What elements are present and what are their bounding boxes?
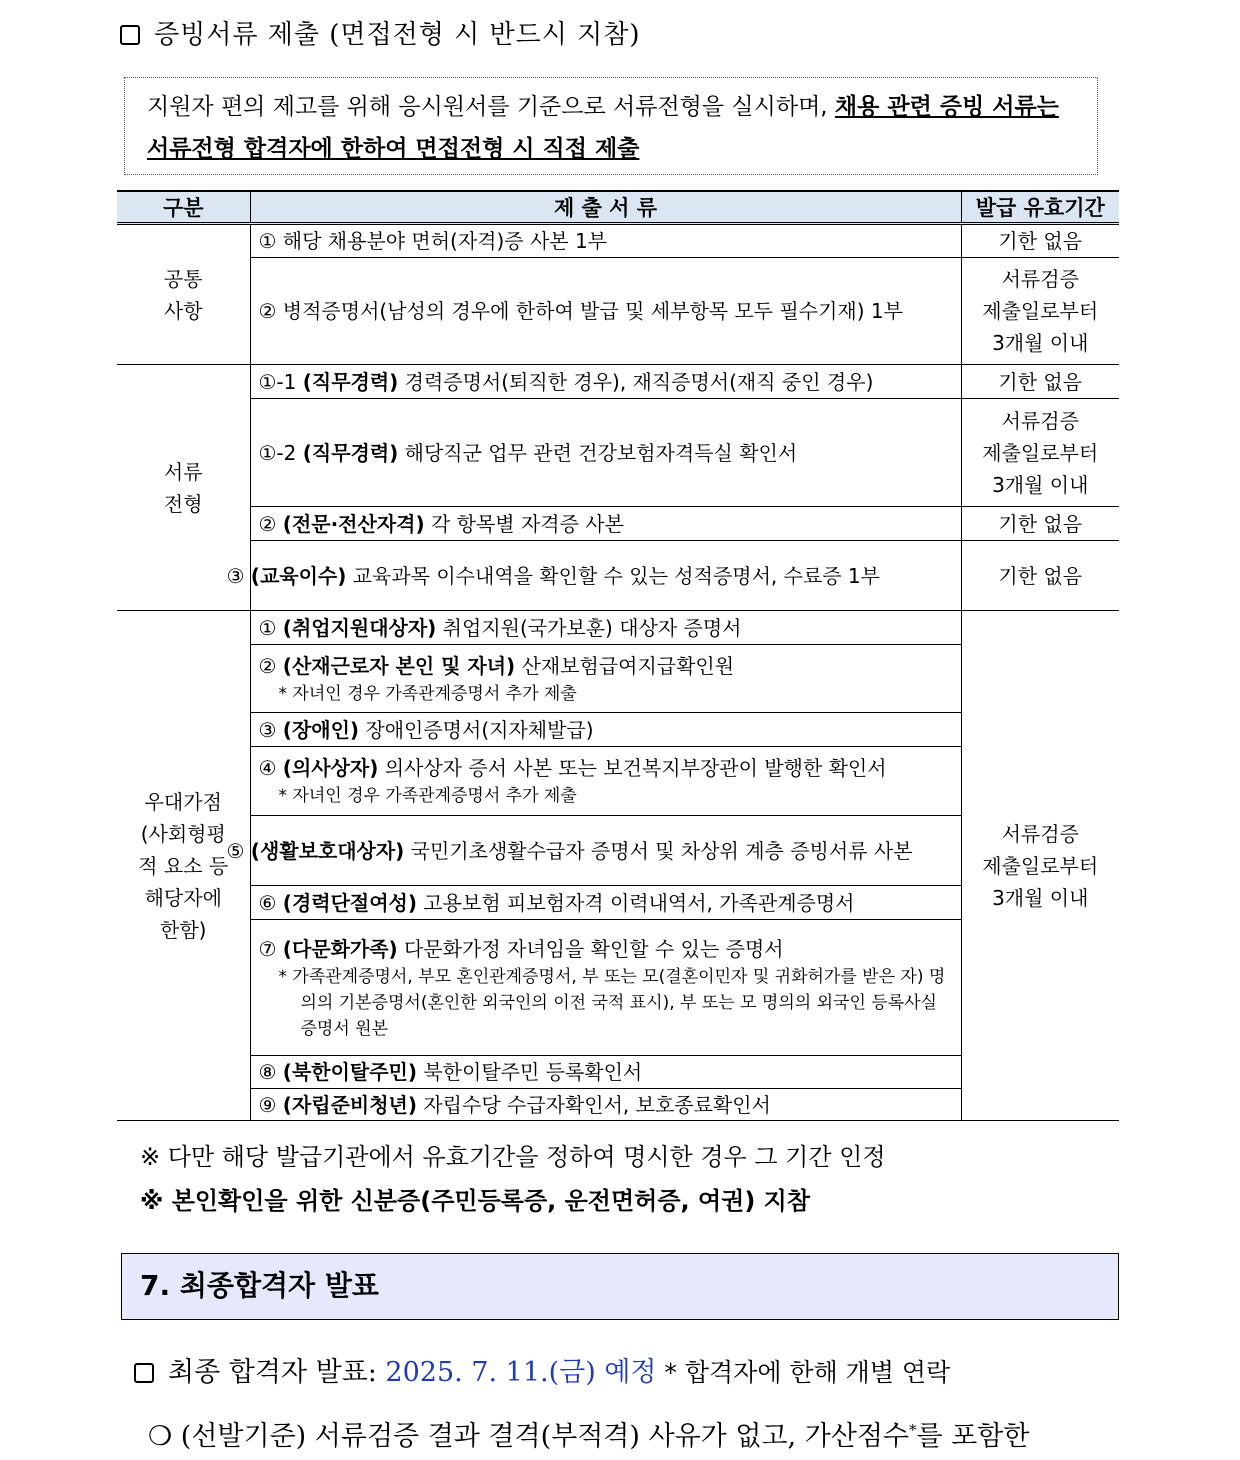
announce-date: 2025. 7. 11.(금) 예정 xyxy=(385,1357,657,1388)
validity-cell: 기한 없음 xyxy=(961,541,1119,611)
category-preference: 우대가점 (사회형평 적 요소 등 해당자에 한함) xyxy=(117,611,250,1121)
doc-subnote: * 가족관계증명서, 부모 혼인관계증명서, 부 또는 모(결혼이민자 및 귀화허가를 받은 자) 명의의 기본증명서(혼인한 외국인의 이전 국적 표시), 부 또는 모 명의의 외국인 등록사실증명서 원본 xyxy=(278,966,946,1039)
notice-box xyxy=(124,77,1098,175)
criteria-text: (선발기준) 서류검증 결과 결격(부적격) 사유가 없고, 가산점수 xyxy=(172,1421,909,1452)
doc-cell: ⑥ (경력단절여성) 고용보험 피보험자격 이력내역서, 가족관계증명서 xyxy=(250,886,961,920)
table-row xyxy=(117,258,1119,365)
doc-cell: ③ (교육이수) 교육과목 이수내역을 확인할 수 있는 성적증명서, 수료증 1부 xyxy=(250,541,961,611)
doc-cell: ② 병적증명서(남성의 경우에 한하여 발급 및 세부항목 모두 필수기재) 1부 xyxy=(250,258,961,365)
table-row xyxy=(117,611,1119,645)
header-validity: 발급 유효기간 xyxy=(961,191,1119,224)
validity-cell: 기한 없음 xyxy=(961,224,1119,258)
doc-cell: ① 해당 채용분야 면허(자격)증 사본 1부 xyxy=(250,224,961,258)
doc-cell: ⑨ (자립준비청년) 자립수당 수급자확인서, 보호종료확인서 xyxy=(250,1089,961,1121)
checkbox-icon xyxy=(134,1363,154,1383)
validity-cell: 기한 없음 xyxy=(961,507,1119,541)
criteria-footnote-mark: * xyxy=(908,1421,917,1439)
doc-cell: ⑤ (생활보호대상자) 국민기초생활수급자 증명서 및 차상위 계층 증빙서류 사본 xyxy=(250,816,961,886)
table-row xyxy=(117,399,1119,507)
header-documents: 제 출 서 류 xyxy=(250,191,961,224)
table-header-row xyxy=(117,191,1119,224)
notice-emphasis: 채용 관련 증빙 서류는 서류전형 합격자에 한하여 면접전형 시 직접 제출 xyxy=(147,94,1059,162)
doc-cell: ② (산재근로자 본인 및 자녀) 산재보험급여지급확인원 * 자녀인 경우 가족관계증명서 추가 제출 xyxy=(250,645,961,713)
announce-note: * 합격자에 한해 개별 연락 xyxy=(656,1358,951,1387)
doc-cell: ② (전문·전산자격) 각 항목별 자격증 사본 xyxy=(250,507,961,541)
doc-cell: ③ (장애인) 장애인증명서(지자체발급) xyxy=(250,713,961,747)
note-validity: ※ 다만 해당 발급기관에서 유효기간을 정하여 명시한 경우 그 기간 인정 xyxy=(140,1143,886,1171)
heading-text: 증빙서류 제출 (면접전형 시 반드시 지참) xyxy=(154,20,641,50)
doc-cell: ① (취업지원대상자) 취업지원(국가보훈) 대상자 증명서 xyxy=(250,611,961,645)
announce-label: 최종 합격자 발표: xyxy=(168,1357,386,1388)
category-screening: 서류 전형 xyxy=(117,365,250,611)
final-announcement xyxy=(134,1350,950,1389)
criteria-text-end: 를 포함한 xyxy=(916,1421,1030,1452)
validity-cell: 서류검증 제출일로부터 3개월 이내 xyxy=(961,399,1119,507)
table-row xyxy=(117,224,1119,258)
checkbox-icon xyxy=(120,25,140,45)
section-heading xyxy=(120,14,640,51)
doc-cell: ④ (의사상자) 의사상자 증서 사본 또는 보건복지부장관이 발행한 확인서 * 자녀인 경우 가족관계증명서 추가 제출 xyxy=(250,747,961,816)
doc-cell: ⑧ (북한이탈주민) 북한이탈주민 등록확인서 xyxy=(250,1056,961,1089)
notice-text: 지원자 편의 제고를 위해 응시원서를 기준으로 서류전형을 실시하며, xyxy=(147,94,835,120)
validity-cell: 서류검증 제출일로부터 3개월 이내 xyxy=(961,258,1119,365)
notes xyxy=(140,1135,886,1223)
table-row xyxy=(117,541,1119,611)
note-id-card: ※ 본인확인을 위한 신분증(주민등록증, 운전면허증, 여권) 지참 xyxy=(140,1187,811,1215)
doc-cell: ⑦ (다문화가족) 다문화가정 자녀임을 확인할 수 있는 증명서 * 가족관계증명서, 부모 혼인관계증명서, 부 또는 모(결혼이민자 및 귀화허가를 받은 자) 명의의 기본증명서(혼인한 외국인의 이전 국적 표시), 부 또는 모 명의의 외국인 등록사실증명서 원본 xyxy=(250,920,961,1056)
documents-table xyxy=(117,190,1119,1121)
doc-subnote: * 자녀인 경우 가족관계증명서 추가 제출 xyxy=(278,683,577,704)
selection-criteria xyxy=(148,1414,1029,1453)
header-category: 구분 xyxy=(117,191,250,224)
table-row xyxy=(117,507,1119,541)
section-7-title: 7. 최종합격자 발표 xyxy=(121,1253,1119,1320)
doc-cell: ①-1 (직무경력) 경력증명서(퇴직한 경우), 재직증명서(재직 중인 경우) xyxy=(250,365,961,399)
doc-cell: ①-2 (직무경력) 해당직군 업무 관련 건강보험자격득실 확인서 xyxy=(250,399,961,507)
validity-cell: 서류검증 제출일로부터 3개월 이내 xyxy=(961,611,1119,1121)
table-row xyxy=(117,365,1119,399)
validity-cell: 기한 없음 xyxy=(961,365,1119,399)
doc-subnote: * 자녀인 경우 가족관계증명서 추가 제출 xyxy=(278,786,577,806)
category-common: 공통 사항 xyxy=(117,224,250,365)
circle-bullet-icon: ❍ xyxy=(148,1421,173,1452)
